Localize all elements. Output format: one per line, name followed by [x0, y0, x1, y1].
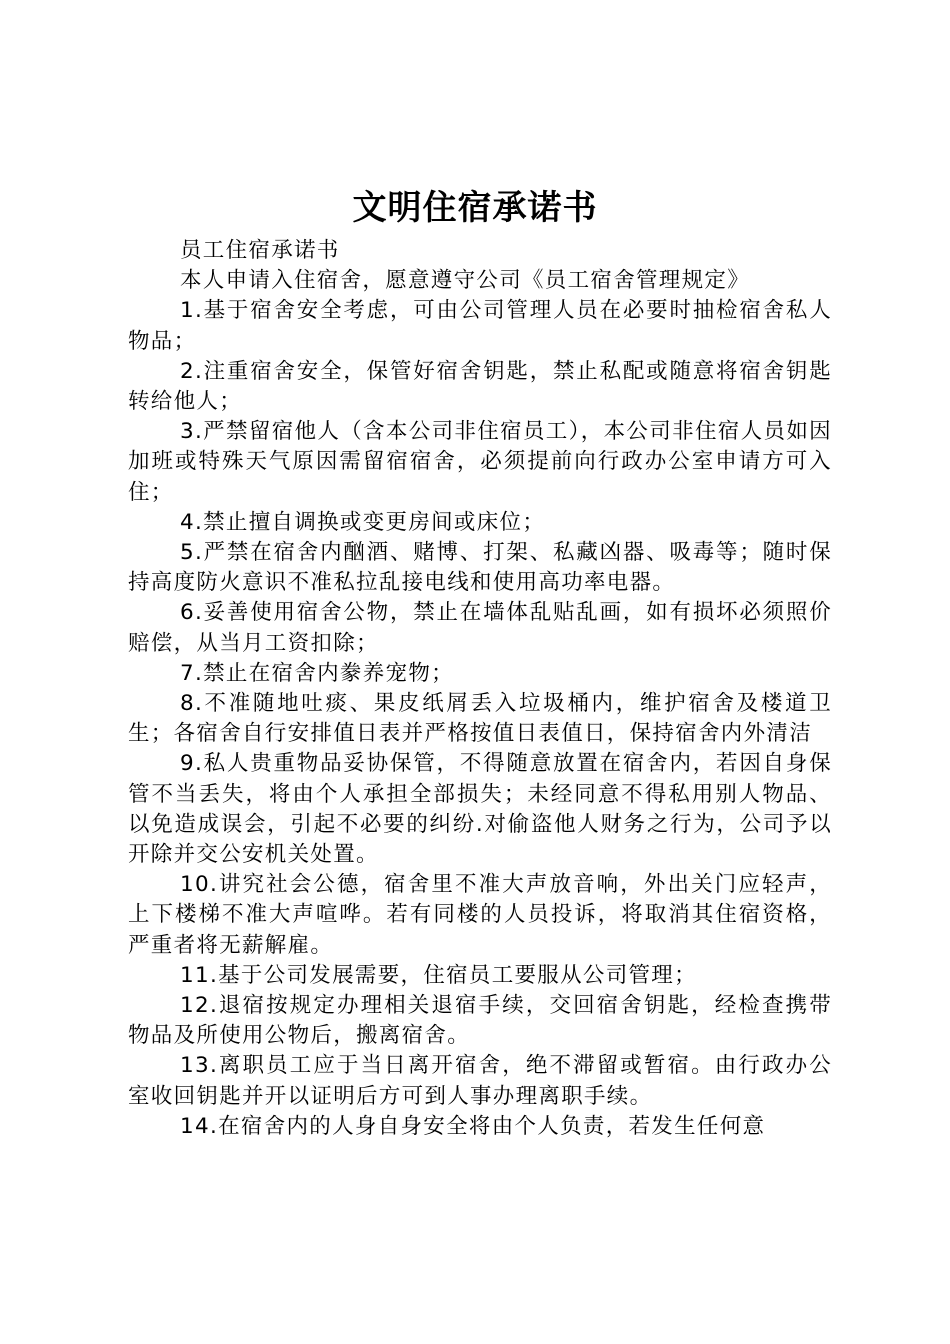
paragraph-item-4: 4.禁止擅自调换或变更房间或床位；	[180, 509, 546, 535]
paragraph-item-10: 10.讲究社会公德，宿舍里不准大声放音响，外出关门应轻声，上下楼梯不准大声喧哗。若有同楼的人员投诉，将取消其住宿资格，严重者将无薪解雇。	[128, 872, 832, 958]
paragraph-item-7: 7.禁止在宿舍内豢养宠物；	[180, 660, 454, 686]
paragraph-item-11: 11.基于公司发展需要，住宿员工要服从公司管理；	[180, 962, 697, 988]
paragraph-item-1: 1.基于宿舍安全考虑，可由公司管理人员在必要时抽检宿舍私人物品；	[128, 298, 832, 354]
paragraph-item-9: 9.私人贵重物品妥协保管，不得随意放置在宿舍内，若因自身保管不当丢失，将由个人承担全部损失；未经同意不得私用别人物品、以免造成误会，引起不必要的纠纷.对偷盗他人财务之行为，公司予以开除并交公安机关处置。	[128, 751, 832, 868]
document-body	[128, 236, 832, 1142]
paragraph-intro: 本人申请入住宿舍，愿意遵守公司《员工宿舍管理规定》	[180, 268, 751, 294]
paragraph-item-14: 14.在宿舍内的人身自身安全将由个人负责，若发生任何意	[180, 1113, 766, 1139]
paragraph-item-5: 5.严禁在宿舍内酗酒、赌博、打架、私藏凶器、吸毒等；随时保持高度防火意识不准私拉乱接电线和使用高功率电器。	[128, 540, 832, 596]
paragraph-item-2: 2.注重宿舍安全，保管好宿舍钥匙，禁止私配或随意将宿舍钥匙转给他人；	[128, 358, 832, 415]
paragraph-item-13: 13.离职员工应于当日离开宿舍，绝不滞留或暂宿。由行政办公室收回钥匙并开以证明后方可到人事办理离职手续。	[128, 1053, 832, 1109]
paragraph-item-8: 8.不准随地吐痰、果皮纸屑丢入垃圾桶内，维护宿舍及楼道卫生；各宿舍自行安排值日表并严格按值日表值日，保持宿舍内外清洁	[128, 691, 832, 747]
paragraph-heading: 员工住宿承诺书	[180, 238, 340, 263]
document-title: 文明住宿承诺书	[352, 188, 598, 228]
paragraph-item-6: 6.妥善使用宿舍公物，禁止在墙体乱贴乱画，如有损坏必须照价赔偿，从当月工资扣除；	[128, 600, 832, 656]
paragraph-item-3: 3.严禁留宿他人（含本公司非住宿员工），本公司非住宿人员如因加班或特殊天气原因需留宿宿舍，必须提前向行政办公室申请方可入住；	[128, 419, 832, 505]
paragraph-item-12: 12.退宿按规定办理相关退宿手续，交回宿舍钥匙，经检查携带物品及所使用公物后，搬离宿舍。	[128, 993, 832, 1049]
